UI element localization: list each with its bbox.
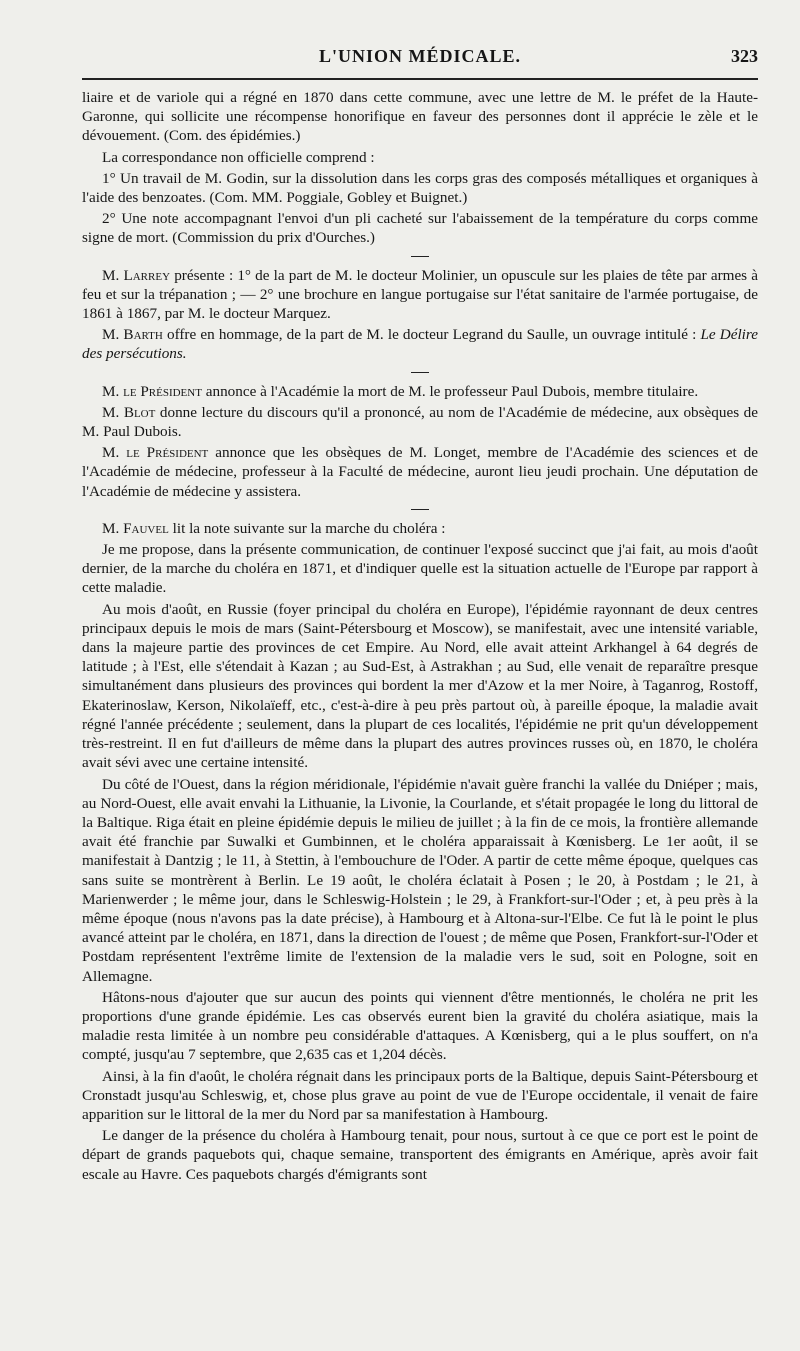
paragraph [82, 325, 758, 363]
paragraph: Je me propose, dans la présente communication, de continuer l'exposé succinct que j'ai fait, au mois d'août dernier, de la marche du choléra en 1871, et d'indiquer quelle est la situation actuelle de l'Europe par rapport à cette maladie. [82, 541, 758, 597]
paragraph: Hâtons-nous d'ajouter que sur aucun des points qui viennent d'être mentionnés, le choléra ne prit les proportions d'une grande épidémie. Les cas observés eurent bien la gravité du choléra asiatique, mais la maladie resta limitée à un nombre peu considérable d'attaques. A Kœnisberg, qui a le plus souffert, on n'a compté, jusqu'au 7 septembre, que 2,635 cas et 1,204 décès. [82, 988, 758, 1064]
running-header [82, 44, 758, 70]
speaker-name: M. Fauvel [102, 519, 169, 537]
paragraph [82, 403, 758, 441]
paragraph: Au mois d'août, en Russie (foyer principal du choléra en Europe), l'épidémie rayonnant de deux centres principaux depuis le mois de mars (Saint-Pétersbourg et Moscow), se manifestait, avec une intensité variable, dans la majeure partie des provinces de cet Empire. Au Nord, elle avait atteint Arkhangel à 64 degrés de latitude ; à l'Est, elle s'étendait à Kazan ; au Sud-Est, à Astrakhan ; au Sud, elle venait de reparaître presque simultanément dans plusieurs des provinces qui bordent la mer d'Azow et la mer Noire, à Taganrog, Rostoff, Ekaterinoslaw, Kerson, Nikolaïeff, etc., c'est-à-dire à peu près partout où, à pareille époque, la maladie avait régné l'année précédente ; seulement, dans la plupart de ces localités, l'épidémie ne prit qu'un développement très-restreint. Il en fut d'ailleurs de même dans la plupart des autres provinces russes où, en 1870, le choléra avait sévi avec une certaine intensité. [82, 600, 758, 772]
paragraph-text: lit la note suivante sur la marche du choléra : [168, 519, 446, 537]
paragraph-text: offre en hommage, de la part de M. le docteur Legrand du Saulle, un ouvrage intitulé : [162, 326, 701, 344]
speaker-name: M. le Président [102, 382, 202, 400]
paragraph [82, 519, 758, 538]
paragraph-text: donne lecture du discours qu'il a prononcé, au nom de l'Académie de médecine, aux obsèques de M. Paul Dubois. [82, 403, 758, 441]
paragraph: Du côté de l'Ouest, dans la région méridionale, l'épidémie n'avait guère franchi la vallée du Dniéper ; mais, au Nord-Ouest, elle avait envahi la Lithuanie, la Livonie, la Courlande, et s'était propagée le long du littoral de la Baltique. Riga était en pleine épidémie depuis le milieu de juillet ; à la fin de ce mois, la frontière allemande avait été franchie par Suwalki et Gumbinnen, et le choléra apparaissait à Kœnisberg. Le 1er août, il se manifestait à Dantzig ; le 11, à Stettin, à l'embouchure de l'Oder. A partir de cette même époque, quelques cas sans suite se montrèrent à Berlin. Le 19 août, le choléra éclatait à Posen ; le 20, à Postdam ; le 21, à Marienwerder ; le même jour, dans le Schleswig-Holstein ; le 29, à Frankfort-sur-l'Oder ; et, à peu près à la même époque (nous n'avons pas la date précise), à Hambourg et à Altona-sur-l'Elbe. Ce fut là le point le plus avancé atteint par le choléra, en 1871, dans la direction de l'ouest ; de même que Posen, Frankfort-sur-l'Oder et Postdam représentent l'extrême limite de l'extension de la maladie vers le sud, soit en Pologne, soit en Allemagne. [82, 775, 758, 985]
page-number: 323 [731, 46, 758, 66]
paragraph-text: annonce que les obsèques de M. Longet, membre de l'Académie des sciences et de l'Académie de médecine, professeur à la Faculté de médecine, auront lieu jeudi prochain. Une députation de l'Académie de médecine y assistera. [82, 444, 758, 500]
journal-title: L'UNION MÉDICALE. [318, 46, 522, 66]
paragraph-text: annonce à l'Académie la mort de M. le professeur Paul Dubois, membre titulaire. [201, 382, 699, 400]
article-body [82, 88, 758, 1186]
paragraph: Ainsi, à la fin d'août, le choléra régnait dans les principaux ports de la Baltique, depuis Saint-Pétersbourg et Cronstadt jusqu'au Schleswig, et, chose plus grave au point de vue de l'Europe occidentale, il venait de faire apparition sur le littoral de la mer du Nord par sa manifestation à Hambourg. [82, 1067, 758, 1123]
book-title: Le Délire des persécutions. [82, 326, 758, 363]
section-separator [411, 256, 429, 257]
paragraph: 2° Une note accompagnant l'envoi d'un pli cacheté sur l'abaissement de la température du corps comme signe de mort. (Commission du prix d'Ourches.) [82, 210, 758, 247]
section-separator [411, 372, 429, 373]
paragraph: La correspondance non officielle comprend : [102, 148, 375, 166]
speaker-name: M. Larrey [102, 266, 171, 284]
speaker-name: M. Barth [102, 326, 163, 344]
speaker-name: M. Blot [102, 403, 156, 421]
section-separator [411, 509, 429, 510]
paragraph: 1° Un travail de M. Godin, sur la dissolution dans les corps gras des composés métalliques et organiques à l'aide des benzoates. (Com. MM. Poggiale, Gobley et Buignet.) [82, 169, 758, 207]
speaker-name: M. le Président [102, 444, 209, 462]
paragraph [82, 266, 758, 324]
paragraph-text: présente : 1° de la part de M. le docteur Molinier, un opuscule sur les plaies de tête par armes à feu et sur la trépanation ; — 2° une brochure en langue portugaise sur l'état sanitaire de l'armée portugaise, de 1861 à 1867, par M. le docteur Marquez. [82, 266, 758, 323]
paragraph [82, 443, 758, 501]
paragraph: Le danger de la présence du choléra à Hambourg tenait, pour nous, surtout à ce que ce port est le point de départ de grands paquebots qui, chaque semaine, transportent des émigrants en Amérique, après avoir fait escale au Havre. Ces paquebots chargés d'émigrants sont [82, 1127, 758, 1183]
paragraph: liaire et de variole qui a régné en 1870 dans cette commune, avec une lettre de M. le préfet de la Haute-Garonne, qui sollicite une récompense honorifique en faveur des personnes dont il apprécie le zèle et le dévouement. (Com. des épidémies.) [82, 89, 758, 145]
header-rule [82, 78, 758, 80]
paragraph [82, 382, 758, 401]
